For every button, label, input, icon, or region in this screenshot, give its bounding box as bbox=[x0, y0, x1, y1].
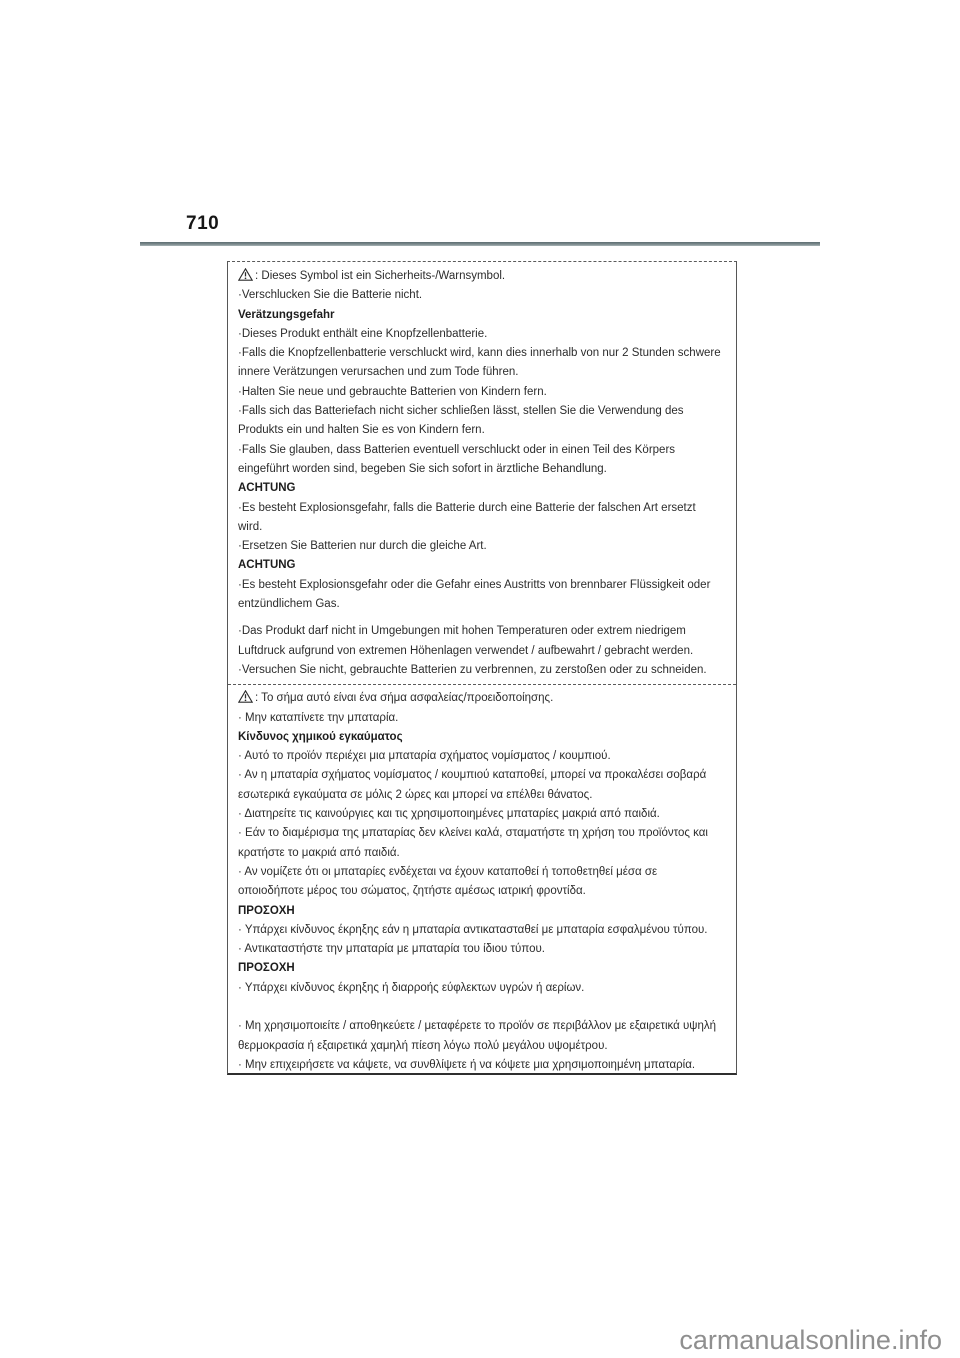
warning-text-line bbox=[238, 518, 730, 537]
warning-text-line bbox=[238, 882, 730, 901]
warning-heading bbox=[238, 479, 730, 498]
warning-text-line bbox=[238, 940, 730, 959]
line-text: ·Falls sich das Batteriefach nicht sicher schließen lässt, stellen Sie die Verwendung des bbox=[238, 405, 684, 418]
warning-section-de bbox=[228, 262, 736, 685]
line-text: entzündlichem Gas. bbox=[238, 598, 340, 611]
header-rule bbox=[140, 242, 820, 246]
line-text: · Αν νομίζετε ότι οι μπαταρίες ενδέχεται να έχουν καταποθεί ή τοποθετηθεί μέσα σε bbox=[238, 865, 658, 878]
line-text: ΠΡΟΣΟΧΗ bbox=[238, 904, 295, 917]
warning-text-line bbox=[238, 747, 730, 766]
warning-text-line bbox=[238, 595, 730, 614]
line-text: : Το σήμα αυτό είναι ένα σήμα ασφαλείας/προειδοποίησης. bbox=[255, 692, 554, 705]
warning-triangle-icon bbox=[238, 267, 253, 286]
page-number: 710 bbox=[186, 213, 220, 234]
warning-text-line bbox=[238, 786, 730, 805]
line-text: eingeführt worden sind, begeben Sie sich sofort in ärztliche Behandlung. bbox=[238, 462, 607, 475]
line-text: ·Es besteht Explosionsgefahr oder die Gefahr eines Austritts von brennbarer Flüssigkeit oder bbox=[238, 578, 711, 591]
warning-symbol-line bbox=[238, 267, 730, 286]
line-text: ΠΡΟΣΟΧΗ bbox=[238, 962, 295, 975]
line-text: ·Das Produkt darf nicht in Umgebungen mit hohen Temperaturen oder extrem niedrigem bbox=[238, 625, 686, 638]
warning-heading bbox=[238, 556, 730, 575]
line-text: Luftdruck aufgrund von extremen Höhenlagen verwendet / aufbewahrt / gebracht werden. bbox=[238, 644, 694, 657]
warning-text-line bbox=[238, 766, 730, 785]
line-text: ·Ersetzen Sie Batterien nur durch die gleiche Art. bbox=[238, 540, 487, 553]
warning-text-line bbox=[238, 1017, 730, 1036]
warning-text-line bbox=[238, 709, 730, 728]
battery-warning-box bbox=[227, 261, 737, 1075]
warning-text-line bbox=[238, 979, 730, 998]
line-text: ·Verschlucken Sie die Batterie nicht. bbox=[238, 289, 423, 302]
warning-text-line bbox=[238, 344, 730, 363]
line-text: · Εάν το διαμέρισμα της μπαταρίας δεν κλείνει καλά, σταματήστε τη χρήση του προϊόντος και bbox=[238, 827, 708, 840]
warning-text-line bbox=[238, 921, 730, 940]
warning-text-line bbox=[238, 402, 730, 421]
line-text: · Μην επιχειρήσετε να κάψετε, να συνθλίψετε ή να κόψετε μια χρησιμοποιημένη μπαταρία. bbox=[238, 1058, 696, 1071]
line-text: : Dieses Symbol ist ein Sicherheits-/Warnsymbol. bbox=[255, 270, 506, 282]
warning-text-line bbox=[238, 383, 730, 402]
line-text: Κίνδυνος χημικού εγκαύματος bbox=[238, 730, 403, 743]
warning-triangle-icon bbox=[238, 689, 253, 708]
line-text: οποιοδήποτε μέρος του σώματος, ζητήστε αμέσως ιατρική φροντίδα. bbox=[238, 885, 586, 898]
line-text: · Διατηρείτε τις καινούργιες και τις χρησιμοποιημένες μπαταρίες μακριά από παιδιά. bbox=[238, 808, 660, 821]
warning-text-line bbox=[238, 576, 730, 595]
line-text: κρατήστε το μακριά από παιδιά. bbox=[238, 846, 400, 859]
line-text: ·Falls Sie glauben, dass Batterien eventuell verschluckt oder in einen Teil des Körpers bbox=[238, 443, 676, 456]
watermark-text: carmanualsonline.info bbox=[679, 1325, 942, 1355]
warning-section-el bbox=[228, 685, 736, 1077]
warning-symbol-line bbox=[238, 689, 730, 708]
line-text: ·Versuchen Sie nicht, gebrauchte Batterien zu verbrennen, zu zerstoßen oder zu schneiden. bbox=[238, 663, 707, 676]
line-text: ·Es besteht Explosionsgefahr, falls die Batterie durch eine Batterie der falschen Art ersetzt bbox=[238, 501, 696, 514]
line-text: wird. bbox=[238, 520, 263, 533]
warning-text-line bbox=[238, 863, 730, 882]
warning-text-line bbox=[238, 622, 730, 641]
warning-text-line bbox=[238, 421, 730, 440]
warning-text-line bbox=[238, 499, 730, 518]
line-text: θερμοκρασία ή εξαιρετικά χαμηλή πίεση λόγω πολύ μεγάλου υψομέτρου. bbox=[238, 1039, 608, 1052]
line-text: Produkts ein und halten Sie es von Kindern fern. bbox=[238, 424, 485, 437]
warning-heading bbox=[238, 902, 730, 921]
warning-text-line bbox=[238, 441, 730, 460]
line-text: ·Dieses Produkt enthält eine Knopfzellenbatterie. bbox=[238, 327, 488, 340]
warning-text-line bbox=[238, 844, 730, 863]
warning-text-line bbox=[238, 460, 730, 479]
warning-text-line bbox=[238, 661, 730, 680]
line-text: · Αν η μπαταρία σχήματος νομίσματος / κουμπιού καταποθεί, μπορεί να προκαλέσει σοβαρά bbox=[238, 769, 707, 782]
line-text: · Υπάρχει κίνδυνος έκρηξης εάν η μπαταρία αντικατασταθεί με μπαταρία εσφαλμένου τύπου. bbox=[238, 923, 708, 936]
warning-text-line bbox=[238, 286, 730, 305]
line-text: innere Verätzungen verursachen und zum Tode führen. bbox=[238, 366, 519, 379]
line-text: · Αυτό το προϊόν περιέχει μια μπαταρία σχήματος νομίσματος / κουμπιού. bbox=[238, 750, 611, 763]
line-text: ACHTUNG bbox=[238, 559, 296, 572]
warning-text-line bbox=[238, 537, 730, 556]
warning-text-line bbox=[238, 824, 730, 843]
warning-heading bbox=[238, 728, 730, 747]
warning-text-line bbox=[238, 642, 730, 661]
line-text: · Υπάρχει κίνδυνος έκρηξης ή διαρροής εύφλεκτων υγρών ή αερίων. bbox=[238, 981, 585, 994]
warning-heading bbox=[238, 959, 730, 978]
warning-text-line bbox=[238, 363, 730, 382]
line-text: · Μην καταπίνετε την μπαταρία. bbox=[238, 711, 399, 724]
line-text: ·Falls die Knopfzellenbatterie verschluckt wird, kann dies innerhalb von nur 2 Stunden schwere bbox=[238, 347, 721, 360]
line-text: ·Halten Sie neue und gebrauchte Batterien von Kindern fern. bbox=[238, 385, 547, 398]
warning-text-line bbox=[238, 1037, 730, 1056]
warning-text-line bbox=[238, 805, 730, 824]
line-text: · Μη χρησιμοποιείτε / αποθηκεύετε / μεταφέρετε το προϊόν σε περιβάλλον με εξαιρετικά υψηλή bbox=[238, 1020, 717, 1033]
warning-text-line bbox=[238, 1056, 730, 1075]
line-text: εσωτερικά εγκαύματα σε μόλις 2 ώρες και μπορεί να επέλθει θάνατος. bbox=[238, 788, 593, 801]
warning-heading bbox=[238, 306, 730, 325]
blank-line bbox=[238, 998, 730, 1017]
warning-text-line bbox=[238, 325, 730, 344]
line-text: · Αντικαταστήστε την μπαταρία με μπαταρία του ίδιου τύπου. bbox=[238, 943, 545, 956]
line-text: Verätzungsgefahr bbox=[238, 308, 335, 321]
line-text: ACHTUNG bbox=[238, 482, 296, 495]
